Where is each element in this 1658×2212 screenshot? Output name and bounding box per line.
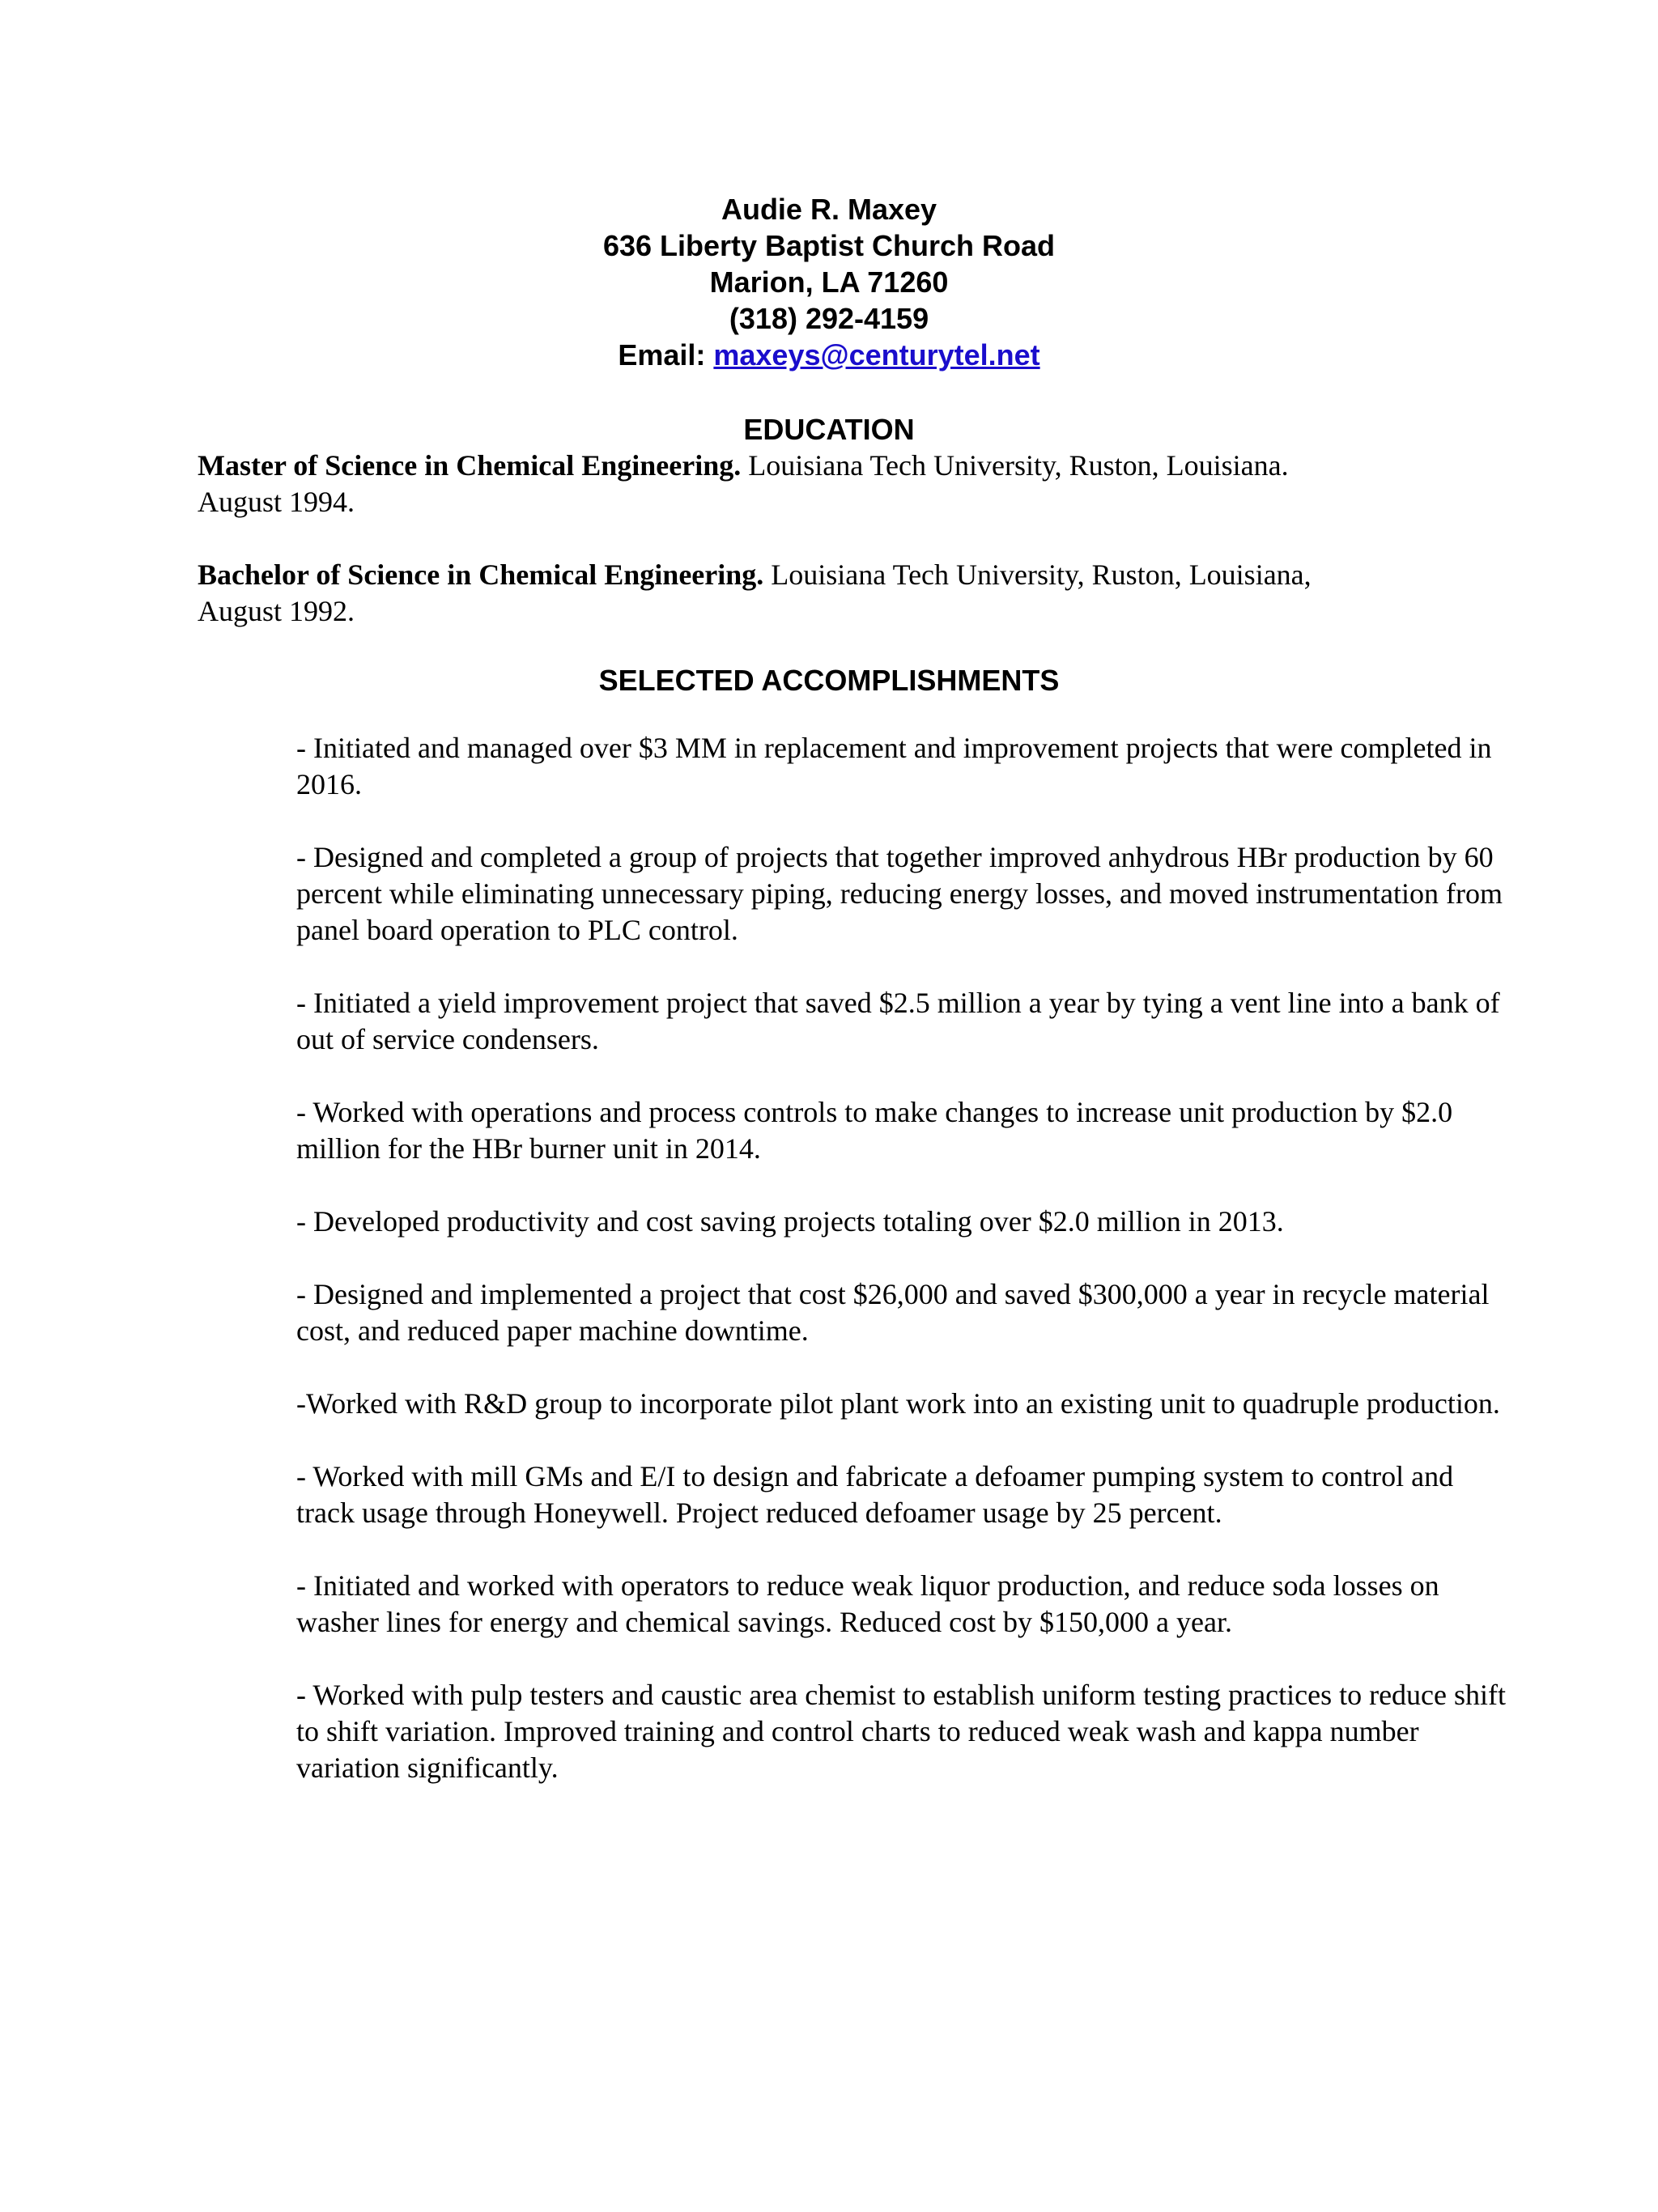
- accomplishments-list: [296, 730, 1511, 1823]
- accomplishment-item: -Worked with R&D group to incorporate pilot plant work into an existing unit to quadruple production.: [296, 1387, 1500, 1420]
- accomplishment-item: - Designed and implemented a project that cost $26,000 and saved $300,000 a year in recycle material cost, and reduced paper machine downtime.: [296, 1278, 1490, 1347]
- accomplishment-item: - Worked with mill GMs and E/I to design and fabricate a defoamer pumping system to control and track usage through Honeywell. Project reduced defoamer usage by 25 percent.: [296, 1460, 1454, 1529]
- city-state-zip: Marion, LA 71260: [709, 265, 949, 299]
- education-entry-masters: [198, 448, 1485, 520]
- degree-institution: Louisiana Tech University, Ruston, Louisiana.: [741, 449, 1289, 482]
- street-address: 636 Liberty Baptist Church Road: [602, 229, 1056, 262]
- accomplishments-heading: SELECTED ACCOMPLISHMENTS: [598, 664, 1060, 697]
- degree-date: August 1994.: [198, 486, 355, 518]
- accomplishment-item: - Designed and completed a group of projects that together improved anhydrous HBr production by 60 percent while eliminating unnecessary piping, reducing energy losses, and moved instrumentation from panel board operation to PLC control.: [296, 841, 1503, 946]
- accomplishment-item: - Initiated and worked with operators to reduce weak liquor production, and reduce soda losses on washer lines for energy and chemical savings. Reduced cost by $150,000 a year.: [296, 1569, 1439, 1638]
- degree-title: Master of Science in Chemical Engineering.: [198, 449, 742, 482]
- accomplishment-item: - Initiated a yield improvement project that saved $2.5 million a year by tying a vent line into a bank of out of service condensers.: [296, 987, 1500, 1055]
- degree-date: August 1992.: [198, 595, 355, 627]
- contact-header: [0, 191, 1658, 373]
- accomplishment-item: - Worked with pulp testers and caustic area chemist to establish uniform testing practices to reduce shift to shift variation. Improved training and control charts to reduced weak wash and kappa number variation significantly.: [296, 1679, 1506, 1784]
- accomplishment-item: - Developed productivity and cost saving projects totaling over $2.0 million in 2013.: [296, 1205, 1284, 1238]
- accomplishment-item: - Worked with operations and process controls to make changes to increase unit production by $2.0 million for the HBr burner unit in 2014.: [296, 1096, 1453, 1165]
- email-link[interactable]: maxeys@centurytel.net: [713, 338, 1040, 371]
- degree-institution: Louisiana Tech University, Ruston, Louisiana,: [763, 558, 1312, 591]
- education-entry-bachelors: [198, 557, 1485, 630]
- email-line: [0, 337, 1658, 373]
- applicant-name: Audie R. Maxey: [721, 193, 937, 226]
- phone-number: (318) 292-4159: [729, 302, 929, 335]
- accomplishment-item: - Initiated and managed over $3 MM in replacement and improvement projects that were completed in 2016.: [296, 732, 1492, 800]
- degree-title: Bachelor of Science in Chemical Engineering.: [198, 558, 764, 591]
- email-label: Email:: [618, 338, 714, 371]
- education-heading: EDUCATION: [743, 413, 915, 446]
